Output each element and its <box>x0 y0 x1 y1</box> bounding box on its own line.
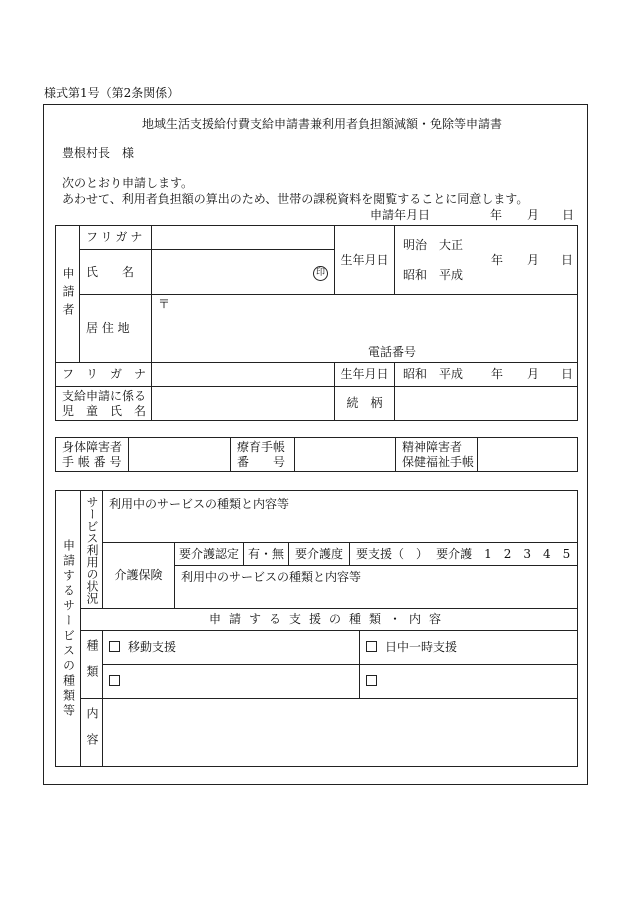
mental-handbook-label: 精神障害者 保健福祉手帳 <box>396 438 478 472</box>
rehab-handbook-field[interactable] <box>295 438 396 472</box>
option-blank-1[interactable] <box>103 665 360 699</box>
child-name-field[interactable] <box>152 387 335 421</box>
birth-month: 月 <box>527 253 540 267</box>
care-cert-value[interactable]: 有・無 <box>244 543 289 565</box>
handbook-table <box>55 437 578 472</box>
birth-label: 生年月日 <box>335 226 395 295</box>
care-level-scale[interactable]: 要介護 1 2 3 4 5 <box>436 547 571 561</box>
seal-mark: 印 <box>313 266 328 281</box>
child-furigana-field[interactable] <box>152 363 335 387</box>
application-date-label: 申請年月日 <box>370 208 431 222</box>
intro-line-2: あわせて、利用者負担額の算出のため、世帯の課税資料を閲覧することに同意します。 <box>62 192 529 206</box>
blank-checkbox-2[interactable] <box>366 675 377 686</box>
application-day-label: 日 <box>562 208 575 222</box>
child-birth-day: 日 <box>561 367 574 381</box>
relation-field[interactable] <box>395 387 578 421</box>
child-era-showa: 昭和 <box>403 367 428 381</box>
content-label: 内容 <box>81 699 103 767</box>
child-birth-year: 年 <box>491 367 504 381</box>
address-label: 居 住 地 <box>80 295 152 363</box>
type-label: 種類 <box>81 631 103 699</box>
name-label: 氏 名 <box>80 250 152 295</box>
postal-mark: 〒 <box>158 297 171 311</box>
service-section-label: 申請するサービスの種類等 <box>56 491 81 767</box>
addressee: 豊根村長 様 <box>62 146 135 160</box>
name-field[interactable] <box>152 250 335 295</box>
care-level-label: 要介護度 <box>289 543 350 565</box>
care-current-services-field[interactable]: 利用中のサービスの種類と内容等 <box>181 570 362 584</box>
birth-day: 日 <box>561 253 574 267</box>
era-taisho: 大正 <box>439 238 464 252</box>
option-mobility[interactable]: 移動支援 <box>103 631 360 665</box>
child-furigana-label: フ リ ガ ナ <box>56 363 152 387</box>
service-table <box>55 490 578 767</box>
child-name-label: 支給申請に係る 児 童 氏 名 <box>56 387 152 421</box>
furigana-label: フリガナ <box>80 226 152 250</box>
era-showa: 昭和 <box>403 268 428 282</box>
applicant-table <box>55 225 578 421</box>
rehab-handbook-label: 療育手帳 番 号 <box>231 438 295 472</box>
service-usage-label: サービス利用の状況 <box>81 491 103 609</box>
era-meiji: 明治 <box>403 238 428 252</box>
application-month-label: 月 <box>527 208 540 222</box>
address-field[interactable] <box>152 295 578 363</box>
daytime-checkbox[interactable] <box>366 641 377 652</box>
child-birth-label: 生年月日 <box>335 363 395 387</box>
physical-handbook-label: 身体障害者 手 帳 番 号 <box>56 438 129 472</box>
support-type-header: 申請する支援の種類・内容 <box>81 609 578 631</box>
care-insurance-label: 介護保険 <box>103 543 175 609</box>
era-heisei: 平成 <box>439 268 464 282</box>
birth-field[interactable] <box>395 226 578 295</box>
content-field[interactable] <box>103 699 578 767</box>
birth-year: 年 <box>491 253 504 267</box>
child-birth-month: 月 <box>527 367 540 381</box>
phone-label: 電話番号 <box>368 345 417 359</box>
current-services-field[interactable]: 利用中のサービスの種類と内容等 <box>103 491 578 543</box>
blank-checkbox-1[interactable] <box>109 675 120 686</box>
form-title: 地域生活支援給付費支給申請書兼利用者負担額減額・免除等申請書 <box>142 117 503 131</box>
physical-handbook-field[interactable] <box>129 438 231 472</box>
form-number: 様式第1号（第2条関係） <box>44 86 180 100</box>
option-blank-2[interactable] <box>360 665 578 699</box>
care-cert-label: 要介護認定 <box>175 543 244 565</box>
option-daytime[interactable]: 日中一時支援 <box>360 631 578 665</box>
mental-handbook-field[interactable] <box>478 438 578 472</box>
intro-line-1: 次のとおり申請します。 <box>62 176 194 190</box>
furigana-field[interactable] <box>152 226 335 250</box>
child-birth-field[interactable] <box>395 363 578 387</box>
support-level[interactable]: 要支援（ ） <box>356 547 429 561</box>
mobility-checkbox[interactable] <box>109 641 120 652</box>
application-year-label: 年 <box>490 208 503 222</box>
child-era-heisei: 平成 <box>439 367 464 381</box>
relation-label: 続 柄 <box>335 387 395 421</box>
applicant-section-label: 申請者 <box>56 226 80 363</box>
